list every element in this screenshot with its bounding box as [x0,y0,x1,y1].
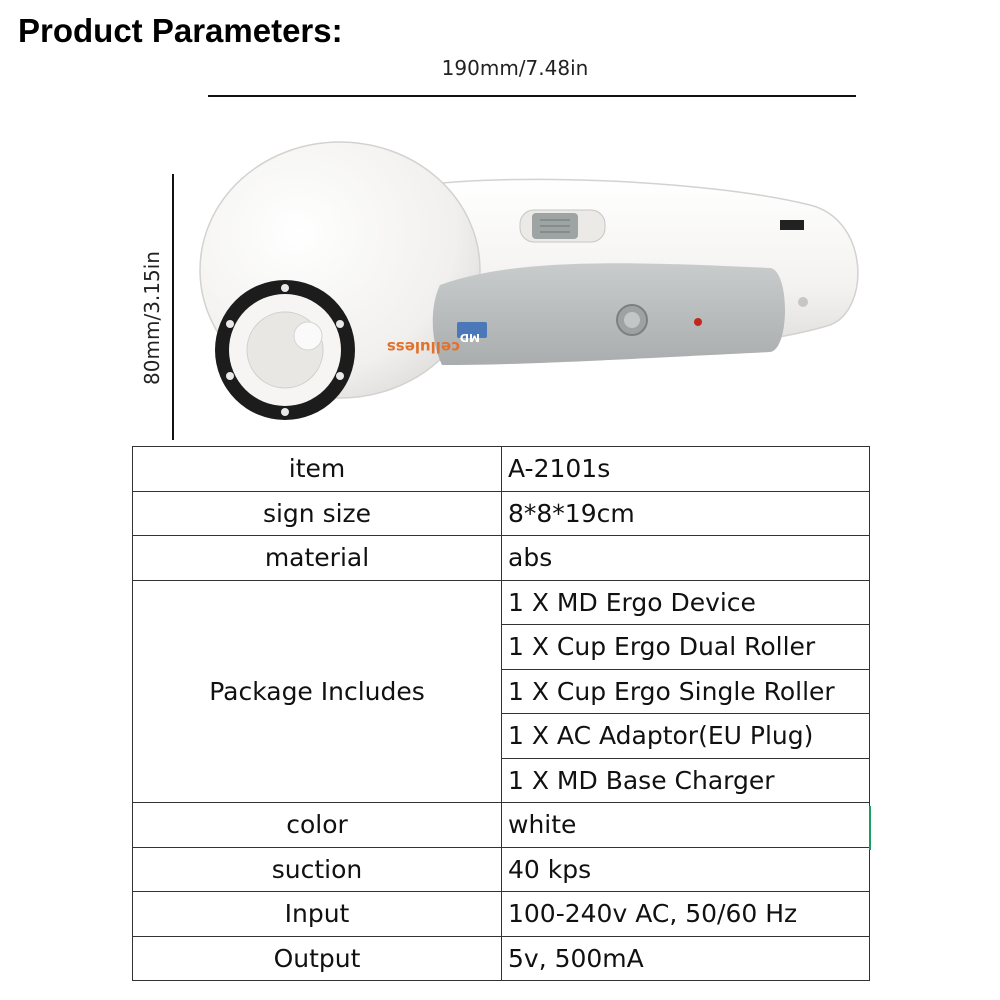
product-image [190,110,890,450]
spec-value: 5v, 500mA [502,936,870,981]
table-row [133,491,870,536]
spec-table [132,446,870,981]
spec-value: 100-240v AC, 50/60 Hz [502,892,870,937]
spec-value: white [502,803,870,848]
md-badge: MD [459,331,480,344]
spec-label: item [133,447,502,492]
spec-value: abs [502,536,870,581]
table-row [133,892,870,937]
table-row [133,803,870,848]
spec-label: Output [133,936,502,981]
spec-label: sign size [133,491,502,536]
table-row [133,536,870,581]
indicator-light [694,318,702,326]
spec-label: material [133,536,502,581]
table-row [133,447,870,492]
table-row [133,936,870,981]
width-dimension-label: 190mm/7.48in [441,56,589,80]
width-dimension-line [208,95,856,97]
spec-value: 40 kps [502,847,870,892]
spec-label: color [133,803,502,848]
cell-cursor-mark [869,806,871,850]
charging-port [780,220,804,230]
package-item: 1 X Cup Ergo Single Roller [502,669,870,714]
spec-value: 8*8*19cm [502,491,870,536]
height-dimension-line [172,174,174,440]
spec-label: Package Includes [133,580,502,803]
control-panel [433,263,785,365]
spec-label: Input [133,892,502,937]
table-row [133,580,870,625]
spec-value: A-2101s [502,447,870,492]
package-item: 1 X AC Adaptor(EU Plug) [502,714,870,759]
brand-label: celluless [386,338,460,356]
page-title: Product Parameters: [18,12,343,49]
package-item: 1 X Cup Ergo Dual Roller [502,625,870,670]
package-item: 1 X MD Ergo Device [502,580,870,625]
table-row [133,847,870,892]
package-item: 1 X MD Base Charger [502,758,870,803]
height-dimension-label: 80mm/3.15in [140,251,164,385]
spec-label: suction [133,847,502,892]
